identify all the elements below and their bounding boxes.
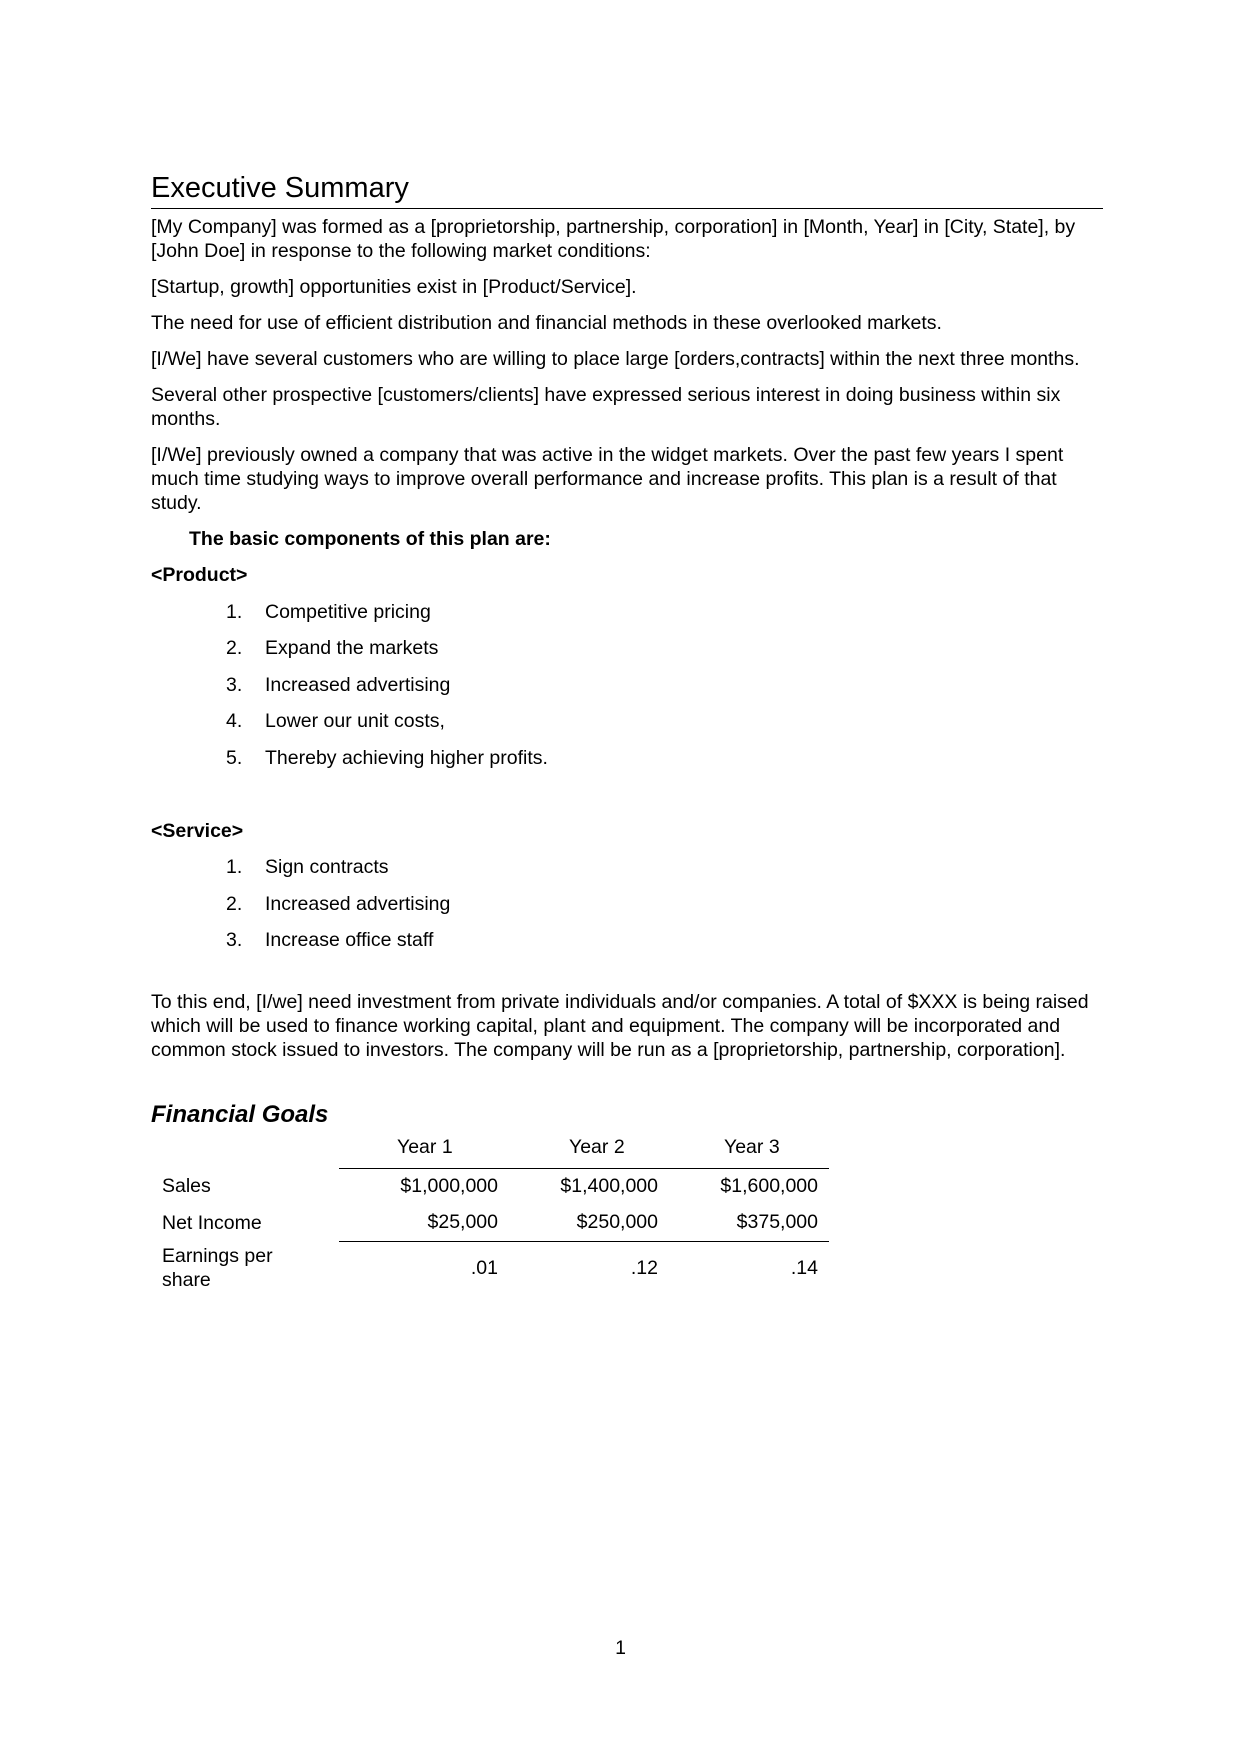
components-intro: The basic components of this plan are: [189,528,551,550]
service-list [151,855,1103,952]
table-header-row [151,1134,829,1168]
paragraph-opportunities: [Startup, growth] opportunities exist in [Product/Service]. [151,276,637,298]
list-item [151,855,1103,879]
financial-goals-title: Financial Goals [151,1101,329,1128]
list-number: 1. [226,856,243,878]
list-item [151,673,1103,697]
column-header-year-1: Year 1 [397,1136,453,1158]
row-label-earnings-per-share [151,1241,339,1296]
paragraph-investment: To this end, [I/we] need investment from private individuals and/or companies. A total of $XXX is being raised which will be used to finance working capital, plant and equipment. The company will be incorporated and common stock issued to investors. The company will be run as a [proprietorship, partnership, corporation]. [151,991,1089,1061]
table-row [151,1241,829,1296]
paragraph-prospects: Several other prospective [customers/clients] have expressed serious interest in doing business within six months. [151,384,1061,430]
list-text: Increased advertising [265,673,451,696]
paragraph-formation: [My Company] was formed as a [proprietorship, partnership, corporation] in [Month, Year] in [City, State], by [John Doe] in response to the following market conditions: [151,216,1076,262]
list-item [151,709,1103,733]
table-cell: $1,400,000 [509,1168,669,1205]
list-text: Increased advertising [265,892,451,915]
table-corner-cell [151,1134,339,1168]
list-text: Increase office staff [265,929,434,951]
paragraph-need: The need for use of efficient distribution and financial methods in these overlooked markets. [151,312,942,334]
list-item [151,600,1103,624]
list-item [151,892,1103,916]
row-label-text: Earnings per share [162,1245,273,1292]
service-label: <Service> [151,819,244,842]
table-cell: $1,600,000 [669,1168,829,1205]
list-number: 3. [226,673,243,696]
table-cell: $250,000 [576,1211,658,1233]
table-row [151,1205,829,1242]
paragraph-history: [I/We] previously owned a company that was active in the widget markets. Over the past few years I spent much time studying ways to improve overall performance and increase profits. This plan is a result of that study. [151,444,1064,514]
page-content [151,170,1103,1296]
page-number: 1 [615,1637,626,1659]
list-text: Lower our unit costs, [265,710,445,732]
product-label: <Product> [151,564,248,586]
column-header-year-2: Year 2 [569,1136,625,1158]
list-item [151,928,1103,952]
table-row [151,1168,829,1205]
column-header-year-3: Year 3 [724,1136,780,1158]
financial-goals-table [151,1134,829,1296]
table-cell: .01 [339,1241,509,1296]
page-title: Executive Summary [151,170,1103,209]
list-text: Expand the markets [265,637,439,659]
list-text: Competitive pricing [265,600,431,623]
list-number: 2. [226,637,243,659]
list-item [151,636,1103,660]
list-text: Thereby achieving higher profits. [265,746,548,769]
product-list [151,600,1103,770]
list-number: 1. [226,600,243,623]
table-cell: $1,000,000 [339,1168,509,1205]
table-cell: .12 [509,1241,669,1296]
row-label-sales: Sales [162,1175,211,1198]
table-cell: .14 [669,1241,829,1296]
row-label-net-income: Net Income [162,1211,262,1234]
list-item [151,746,1103,770]
list-text: Sign contracts [265,856,389,878]
list-number: 3. [226,929,243,951]
list-number: 5. [226,746,243,769]
table-cell: $25,000 [427,1211,498,1233]
paragraph-customers: [I/We] have several customers who are willing to place large [orders,contracts] within the next three months. [151,348,1080,370]
table-cell: $375,000 [736,1211,818,1233]
list-number: 4. [226,710,243,732]
list-number: 2. [226,892,243,915]
